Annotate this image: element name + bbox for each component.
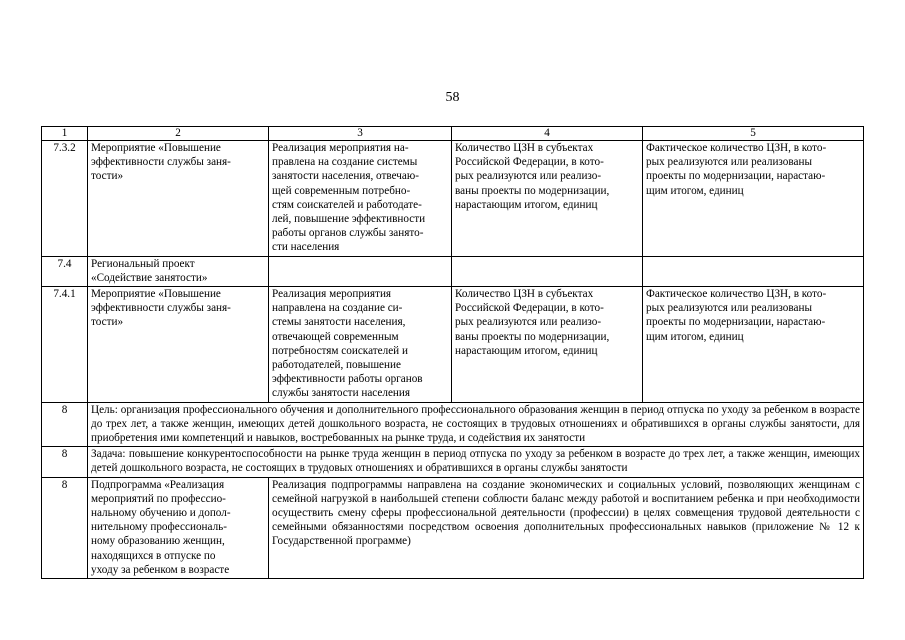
program-table (41, 126, 864, 579)
description-cell: Реализация мероприятия направлена на создание си- стемы занятости населения, отвечающей современным потребностям соискателей и работодателей, повышение эффективности работы органов службы занятости населения (269, 287, 452, 403)
activity-name-cell: Региональный проект «Содействие занятости» (88, 256, 269, 286)
table-row (42, 141, 864, 257)
subprogram-row (42, 477, 864, 578)
table-header-row (42, 127, 864, 141)
column-header-1: 1 (42, 127, 88, 141)
task-row (42, 447, 864, 477)
column-header-4: 4 (452, 127, 643, 141)
column-header-2: 2 (88, 127, 269, 141)
actual-indicator-cell: Фактическое количество ЦЗН, в кото- рых реализуются или реализованы проекты по модернизации, нарастаю- щим итогом, единиц (643, 141, 864, 257)
indicator-cell: Количество ЦЗН в субъектах Российской Федерации, в кото- рых реализуются или реализо- ваны проекты по модернизации, нарастающим итогом, единиц (452, 287, 643, 403)
subprogram-name-cell: Подпрограмма «Реализация мероприятий по профессио- нальному обучению и допол- нительному профессиональ- ному образованию женщин, находящихся в отпуске по уходу за ребенком в возрасте (88, 477, 269, 578)
activity-name-cell: Мероприятие «Повышение эффективности службы заня- тости» (88, 141, 269, 257)
row-number: 8 (42, 477, 88, 578)
actual-indicator-cell: Фактическое количество ЦЗН, в кото- рых реализуются или реализованы проекты по модернизации, нарастаю- щим итогом, единиц (643, 287, 864, 403)
subprogram-description-cell: Реализация подпрограммы направлена на создание экономических и социальных условий, позволяющих женщинам с семейной нагрузкой в наибольшей степени соблюсти баланс между работой и воспитанием ребенка и при необходимости осуществить смену сферы профессиональной деятельности (профессии) в целях совмещения трудовой деятельности с семейными обязанностями посредством освоения дополнительных профессиональных навыков (приложение № 12 к Государственной программе) (269, 477, 864, 578)
activity-name-cell: Мероприятие «Повышение эффективности службы заня- тости» (88, 287, 269, 403)
table-row (42, 287, 864, 403)
row-number: 8 (42, 402, 88, 447)
column-header-3: 3 (269, 127, 452, 141)
column-header-5: 5 (643, 127, 864, 141)
description-cell (269, 256, 452, 286)
row-number: 7.3.2 (42, 141, 88, 257)
actual-indicator-cell (643, 256, 864, 286)
goal-text: Цель: организация профессионального обучения и дополнительного профессионального образования женщин в период отпуска по уходу за ребенком в возрасте до трех лет, а также женщин, имеющих детей дошкольного возраста, не состоящих в трудовых отношениях и обратившихся в органы службы занятости, для приобретения ими компетенций и навыков, востребованных на рынке труда, и содействия их занятости (88, 402, 864, 447)
page-number: 58 (445, 90, 460, 105)
row-number: 7.4 (42, 256, 88, 286)
description-cell: Реализация мероприятия на- правлена на создание системы занятости населения, отвечаю- щей современным потребно- стям соискателей и работодате- лей, повышение эффективности работы органов службы занято- сти населения (269, 141, 452, 257)
indicator-cell (452, 256, 643, 286)
table-row (42, 256, 864, 286)
row-number: 7.4.1 (42, 287, 88, 403)
goal-row (42, 402, 864, 447)
row-number: 8 (42, 447, 88, 477)
task-text: Задача: повышение конкурентоспособности на рынке труда женщин в период отпуска по уходу за ребенком в возрасте до трех лет, а также женщин, имеющих детей дошкольного возраста, не состоящих в трудовых отношениях и обратившихся в органы службы занятости (88, 447, 864, 477)
indicator-cell: Количество ЦЗН в субъектах Российской Федерации, в кото- рых реализуются или реализо- ваны проекты по модернизации, нарастающим итогом, единиц (452, 141, 643, 257)
